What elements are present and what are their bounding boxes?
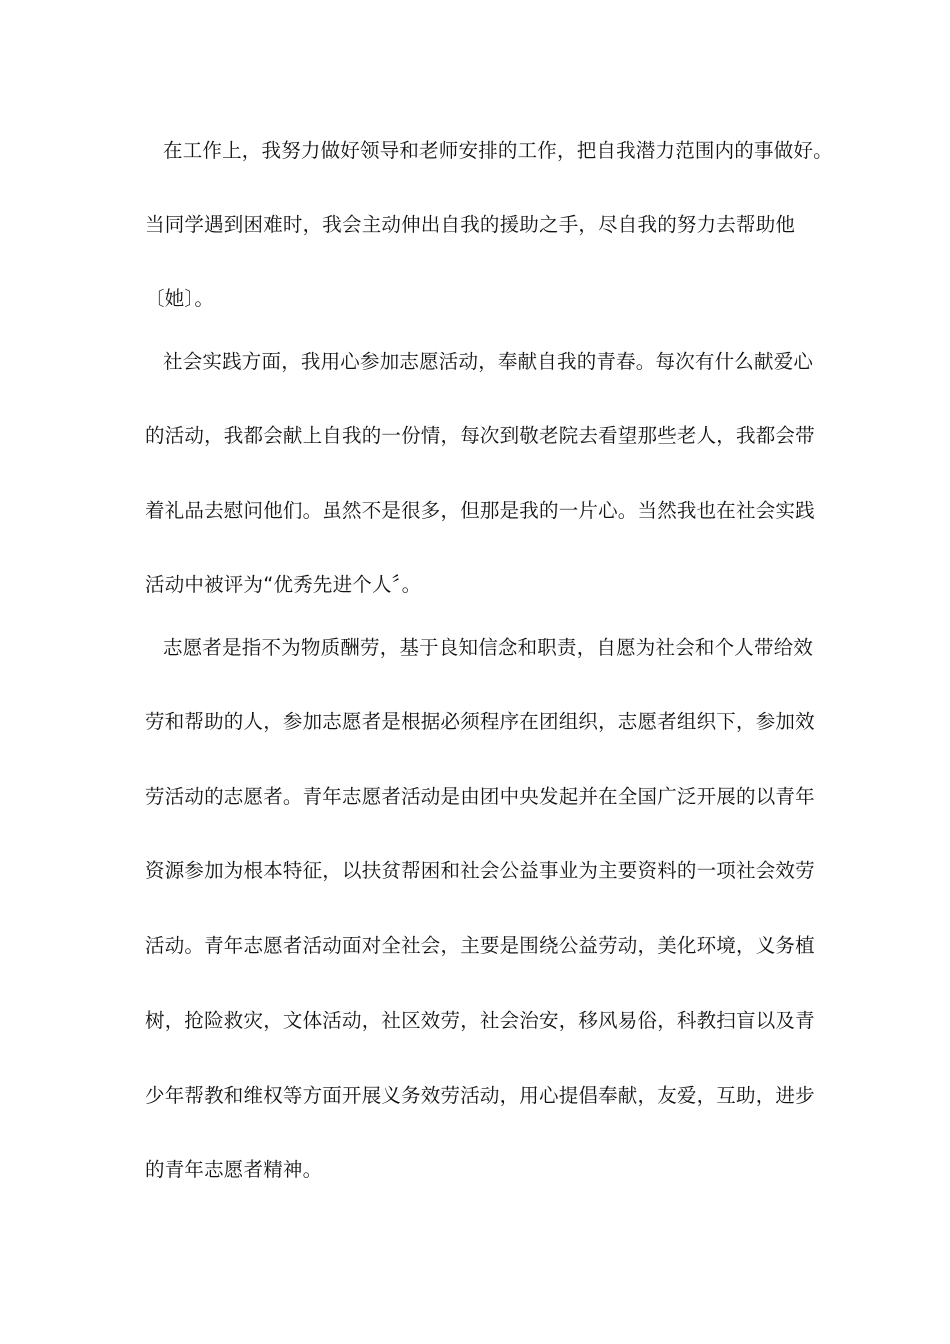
paragraph-3-line-4: 资源参加为根本特征，以扶贫帮困和社会公益事业为主要资料的一项社会效劳 — [145, 859, 815, 882]
paragraph-3-line-8: 的青年志愿者精神。 — [145, 1158, 323, 1181]
paragraph-3-line-7: 少年帮教和维权等方面开展义务效劳活动，用心提倡奉献，友爱，互助，进步 — [145, 1084, 815, 1107]
paragraph-3-line-3: 劳活动的志愿者。青年志愿者活动是由团中央发起并在全国广泛开展的以青年 — [145, 785, 815, 808]
paragraph-1-line-3: 〔她〕。 — [145, 287, 215, 310]
paragraph-2-line-2: 的活动，我都会献上自我的一份情，每次到敬老院去看望那些老人，我都会带 — [145, 424, 815, 447]
paragraph-2-line-3: 着礼品去慰问他们。虽然不是很多，但那是我的一片心。当然我也在社会实践 — [145, 499, 815, 522]
paragraph-3-line-1: 志愿者是指不为物质酬劳，基于良知信念和职责，自愿为社会和个人带给效 — [163, 636, 814, 659]
paragraph-3-line-2: 劳和帮助的人，参加志愿者是根据必须程序在团组织，志愿者组织下，参加效 — [145, 710, 815, 733]
paragraph-1-line-1: 在工作上，我努力做好领导和老师安排的工作，把自我潜力范围内的事做好。 — [163, 139, 833, 162]
paragraph-2-line-4: 活动中被评为“优秀先进个人〞。 — [145, 573, 422, 596]
paragraph-2-line-1: 社会实践方面，我用心参加志愿活动，奉献自我的青春。每次有什么献爱心 — [163, 350, 814, 373]
paragraph-3-line-6: 树，抢险救灾，文体活动，社区效劳，社会治安，移风易俗，科教扫盲以及青 — [145, 1009, 815, 1032]
paragraph-1-line-2: 当同学遇到困难时，我会主动伸出自我的援助之手，尽自我的努力去帮助他 — [145, 213, 796, 236]
paragraph-3-line-5: 活动。青年志愿者活动面对全社会，主要是围绕公益劳动，美化环境，义务植 — [145, 934, 815, 957]
